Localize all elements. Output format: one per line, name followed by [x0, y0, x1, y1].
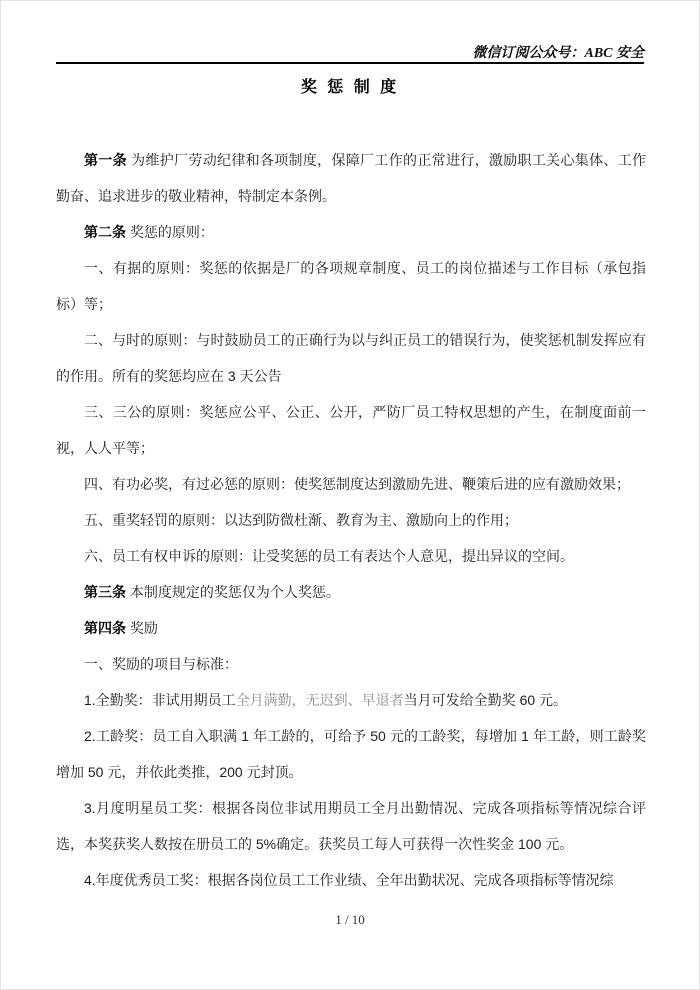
document-title: 奖 惩 制 度	[300, 79, 400, 96]
paragraph-text: 一、有据的原则：奖惩的依据是厂的各项规章制度、员工的岗位描述与工作目标（承包指标）等；	[56, 260, 646, 312]
muted-text: 全月满勤，无迟到、早退者	[235, 692, 404, 708]
paragraph-text: 六、员工有权申诉的原则：让受奖惩的员工有表达个人意见，提出异议的空间。	[84, 548, 574, 564]
paragraph-principle-6	[56, 538, 646, 574]
article-number: 第二条	[84, 224, 126, 240]
paragraph-text: 2.工龄奖：员工自入职满 1 年工龄的，可给予 50 元的工龄奖，每增加 1 年工龄，则工龄奖增加 50 元，并依此类推，200 元封顶。	[56, 728, 646, 780]
paragraph-text: 奖惩的原则：	[129, 224, 214, 240]
paragraph-article-2	[56, 214, 646, 250]
article-number: 第三条	[84, 584, 126, 600]
paragraph-reward-1	[56, 682, 646, 718]
paragraph-reward-4	[56, 862, 646, 898]
paragraph-reward-intro	[56, 646, 646, 682]
paragraph-text: 奖励	[129, 620, 158, 636]
paragraph-text: 4.年度优秀员工奖：根据各岗位员工工作业绩、全年出勤状况、完成各项指标等情况综	[84, 872, 614, 888]
paragraph-text: 为维护厂劳动纪律和各项制度，保障厂工作的正常进行，激励职工关心集体、工作勤奋、追求进步的敬业精神，特制定本条例。	[56, 152, 647, 204]
paragraph-article-1	[56, 142, 646, 214]
paragraph-text: 1.全勤奖：非试用期员工	[84, 692, 236, 708]
paragraph-text: 二、与时的原则：与时鼓励员工的正确行为以与纠正员工的错误行为，使奖惩机制发挥应有的作用。所有的奖惩均应在 3 天公告	[56, 332, 646, 384]
paragraph-principle-3	[56, 394, 646, 466]
paragraph-reward-3	[56, 790, 646, 862]
paragraph-text: 本制度规定的奖惩仅为个人奖惩。	[129, 584, 340, 600]
article-number: 第四条	[84, 620, 126, 636]
paragraph-reward-2	[56, 718, 646, 790]
paragraph-text: 3.月度明星员工奖：根据各岗位非试用期员工全月出勤情况、完成各项指标等情况综合评选，本奖获奖人数按在册员工的 5%确定。获奖员工每人可获得一次性奖金 100 元。	[56, 800, 646, 852]
paragraph-article-4	[56, 610, 646, 646]
header-account-label: 微信订阅公众号：ABC 安全	[472, 46, 644, 61]
paragraph-principle-5	[56, 502, 646, 538]
paragraph-principle-2	[56, 322, 646, 394]
paragraph-text: 五、重奖轻罚的原则：以达到防微杜渐、教育为主、激励向上的作用；	[84, 512, 518, 528]
paragraph-principle-1	[56, 250, 646, 322]
document-body	[56, 142, 646, 898]
paragraph-text: 当月可发给全勤奖 60 元。	[403, 692, 568, 708]
paragraph-article-3	[56, 574, 646, 610]
paragraph-text: 一、奖励的项目与标准：	[84, 656, 238, 672]
paragraph-text: 三、三公的原则：奖惩应公平、公正、公开，严防厂员工特权思想的产生，在制度面前一视，人人平等；	[56, 404, 646, 456]
header-divider	[56, 62, 644, 64]
article-number: 第一条	[84, 152, 127, 168]
paragraph-text: 四、有功必奖，有过必惩的原则：使奖惩制度达到激励先进、鞭策后进的应有激励效果；	[84, 476, 630, 492]
page-number: 1 / 10	[335, 912, 365, 927]
paragraph-principle-4	[56, 466, 646, 502]
